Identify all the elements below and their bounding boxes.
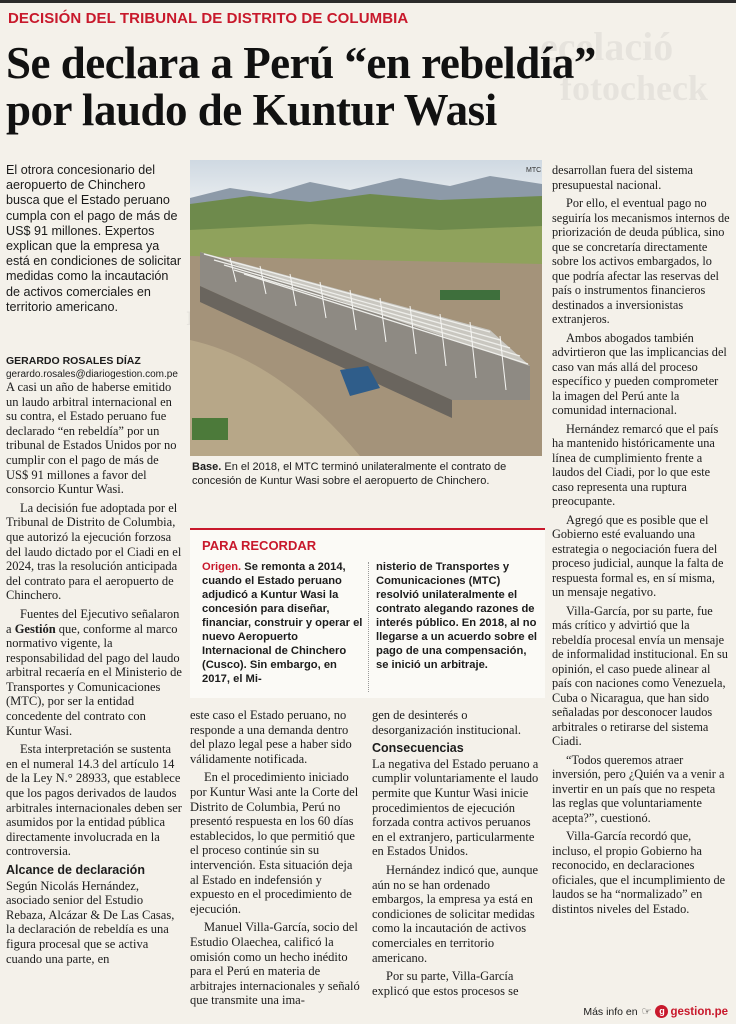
col4-paragraph-4: Hernández remarcó que el país ha mantenido históricamente una línea de cumplimiento frente a laudos del Ciadi, por lo que este caso representa una ruptura preocupante. — [552, 421, 719, 508]
col4-paragraph-7: “Todos queremos atraer inversión, pero ¿Quién va a venir a invertir en un país que no respeta las reglas que voluntariamente acepta?”, cuestionó. — [552, 752, 725, 825]
col3-paragraph-4: Por su parte, Villa-García explicó que estos procesos se — [372, 969, 519, 998]
col3-paragraph-3: Hernández indicó que, aunque aún no se han ordenado embargos, la empresa ya está en condiciones de solicitar medidas como la incautación de activos comerciales en territorio americano. — [372, 862, 539, 965]
photo-illustration — [190, 160, 542, 456]
headline-line-1: Se declara a Perú “en rebeldía” — [6, 38, 596, 88]
box-right-column — [376, 560, 541, 672]
site-name: gestion.pe — [670, 1005, 728, 1018]
col4-paragraph-1: desarrollan fuera del sistema presupuestal nacional. — [552, 163, 694, 192]
col1-paragraph-5: Según Nicolás Hernández, asociado senior del Estudio Rebaza, Alcázar & De Las Casas, la declaración de rebeldía es una figura procesal que se activa cuando una parte, en — [6, 878, 175, 966]
headline — [6, 40, 734, 134]
column-2 — [190, 708, 362, 1012]
col4-paragraph-5: Agregó que es posible que el Gobierno esté evaluando una estrategia o negociación fuera del proceso judicial, aunque la falta de respuesta formal es, en sí misma, un mensaje negativo. — [552, 512, 724, 599]
gestion-g-icon: g — [655, 1005, 668, 1018]
col1-paragraph-1: A casi un año de haberse emitido un laudo arbitral internacional en su contra, el Estado peruano fue declarado “en rebeldía” por un tribunal de Estados Unidos por no cumplir con el pago de más de US$ 91 millones a favor del consorcio Kuntur Wasi. — [6, 380, 177, 497]
byline — [6, 355, 186, 380]
publication-name: Gestión — [14, 621, 56, 636]
gestion-logo[interactable] — [655, 1005, 728, 1018]
svg-text:ecelació: ecelació — [540, 24, 674, 69]
col3-paragraph-1: gen de desinterés o desorganización institucional. — [372, 708, 522, 737]
col1-paragraph-4: Esta interpretación se sustenta en el numeral 14.3 del artículo 14 de la Ley N.° 28933, que establece que los pagos derivados de laudos arbitrales internacionales deben ser asumidos por la entidad pública directamente involucrada en la controversia. — [6, 742, 182, 859]
photo-caption — [192, 460, 542, 488]
author-name: GERARDO ROSALES DÍAZ — [6, 355, 141, 367]
col2-paragraph-1: este caso el Estado peruano, no responde a una demanda dentro del plazo legal pese a haber sido válidamente notificada. — [190, 708, 352, 766]
box-divider — [368, 562, 369, 692]
box-origin-label: Origen. — [202, 561, 242, 573]
footer-more-info[interactable] — [583, 1005, 728, 1018]
headline-line-2: por laudo de Kuntur Wasi — [6, 85, 497, 135]
top-rule — [0, 0, 736, 3]
caption-text: En el 2018, el MTC terminó unilateralmente el contrato de concesión de Kuntur Wasi sobre el aeropuerto de Chinchero. — [192, 461, 507, 487]
box-title: PARA RECORDAR — [202, 538, 317, 553]
photo-credit: MTC — [526, 167, 542, 174]
pointer-icon: ☞ — [641, 1006, 652, 1018]
col2-paragraph-3: Manuel Villa-García, socio del Estudio Olaechea, calificó la omisión como un hecho inédito para el Perú en materia de arbitrajes internacionales y señaló que transmite una ima- — [190, 920, 360, 1008]
col3-paragraph-2: La negativa del Estado peruano a cumplir voluntariamente el laudo permite que Kuntur Wasi inicie procedimientos de ejecución forzada contra activos peruanos en el extranjero, particularmente en Estados Unidos. — [372, 756, 539, 859]
col2-paragraph-2: En el procedimiento iniciado por Kuntur Wasi ante la Corte del Distrito de Columbia, Perú no presentó respuesta en los 60 días establecidos, lo que permitió que el proceso continúe sin su intervención. Esta situación deja al Estado en indefensión y expuesto en el procedimiento de ejecución. — [190, 770, 359, 916]
col1-paragraph-2: La decisión fue adoptada por el Tribunal de Distrito de Columbia, que autorizó la ejecución forzosa del laudo dictado por el Ciadi en el 2024, tras la resolución anticipada del contrato para el aeropuerto de Chinchero. — [6, 500, 182, 603]
column-3 — [372, 708, 544, 1002]
airport-construction-photo — [190, 160, 542, 456]
subhead-alcance: Alcance de declaración — [6, 863, 145, 877]
author-email: gerardo.rosales@diariogestion.com.pe — [6, 369, 178, 380]
caption-label: Base. — [192, 461, 222, 473]
col1-paragraph-3: Fuentes del Ejecutivo señalaron a Gestión que, conforme al marco normativo vigente, la responsabilidad del pago del laudo arbitral recaería en el Ministerio de Transportes y Comunicaciones (MTC), por ser la entidad concedente del contrato con Kuntur Wasi. — [6, 606, 182, 738]
svg-text:fotocheck: fotocheck — [560, 68, 708, 108]
col4-paragraph-3: Ambos abogados también advirtieron que las implicancias del caso van más allá del proceso específico y pueden comprometer la imagen del Perú ante la comunidad internacional. — [552, 330, 727, 417]
subhead-consecuencias: Consecuencias — [372, 741, 464, 756]
box-left-column — [202, 560, 367, 686]
lead-paragraph: El otrora concesionario del aeropuerto de Chinchero busca que el Estado peruano cumpla con el pago de más de US$ 91 millones. Expertos explican que la empresa ya está en condiciones de solicitar medidas como la incautación de activos comerciales en territorio americano. — [6, 163, 182, 314]
section-kicker: DECISIÓN DEL TRIBUNAL DE DISTRITO DE COLUMBIA — [8, 10, 409, 27]
col4-paragraph-2: Por ello, el eventual pago no seguiría los mecanismos internos de priorización de deuda pública, sino que se concretaría directamente sobre los activos embargados, lo que podría afectar las reservas del país o instrumentos financieros destinados a inversionistas extranjeros. — [552, 196, 730, 326]
box-right-text: nisterio de Transportes y Comunicaciones (MTC) resolvió unilateralmente el contrato alegando razones de interés público. En 2018, al no llegarse a un acuerdo sobre el pago de una compensación, se inició un arbitraje. — [376, 561, 538, 671]
box-left-text: Se remonta a 2014, cuando el Estado peruano adjudicó a Kuntur Wasi la concesión para diseñar, financiar, construir y operar el nuevo Aeropuerto Internacional de Chinchero (Cusco). Sin embargo, en 2017, el Mi- — [202, 561, 363, 685]
col4-paragraph-6: Villa-García, por su parte, fue más crítico y advirtió que la rebeldía procesal envía un mensaje de informalidad institucional. En su opinión, el caso puede alinear al país con naciones como Venezuela, Cuba o Nicaragua, que han sido señaladas por desconocer laudos arbitrales o retirarse del sistema Ciadi. — [552, 603, 728, 748]
para-recordar-box — [190, 528, 545, 698]
column-4 — [552, 163, 730, 920]
col4-paragraph-8: Villa-García recordó que, incluso, el propio Gobierno ha reconocido, en declaraciones oficiales, que el incumplimiento de laudos se ha “normalizado” en distintos niveles del Estado. — [552, 829, 726, 916]
column-1 — [6, 380, 182, 970]
more-info-label: Más info en — [583, 1005, 638, 1018]
